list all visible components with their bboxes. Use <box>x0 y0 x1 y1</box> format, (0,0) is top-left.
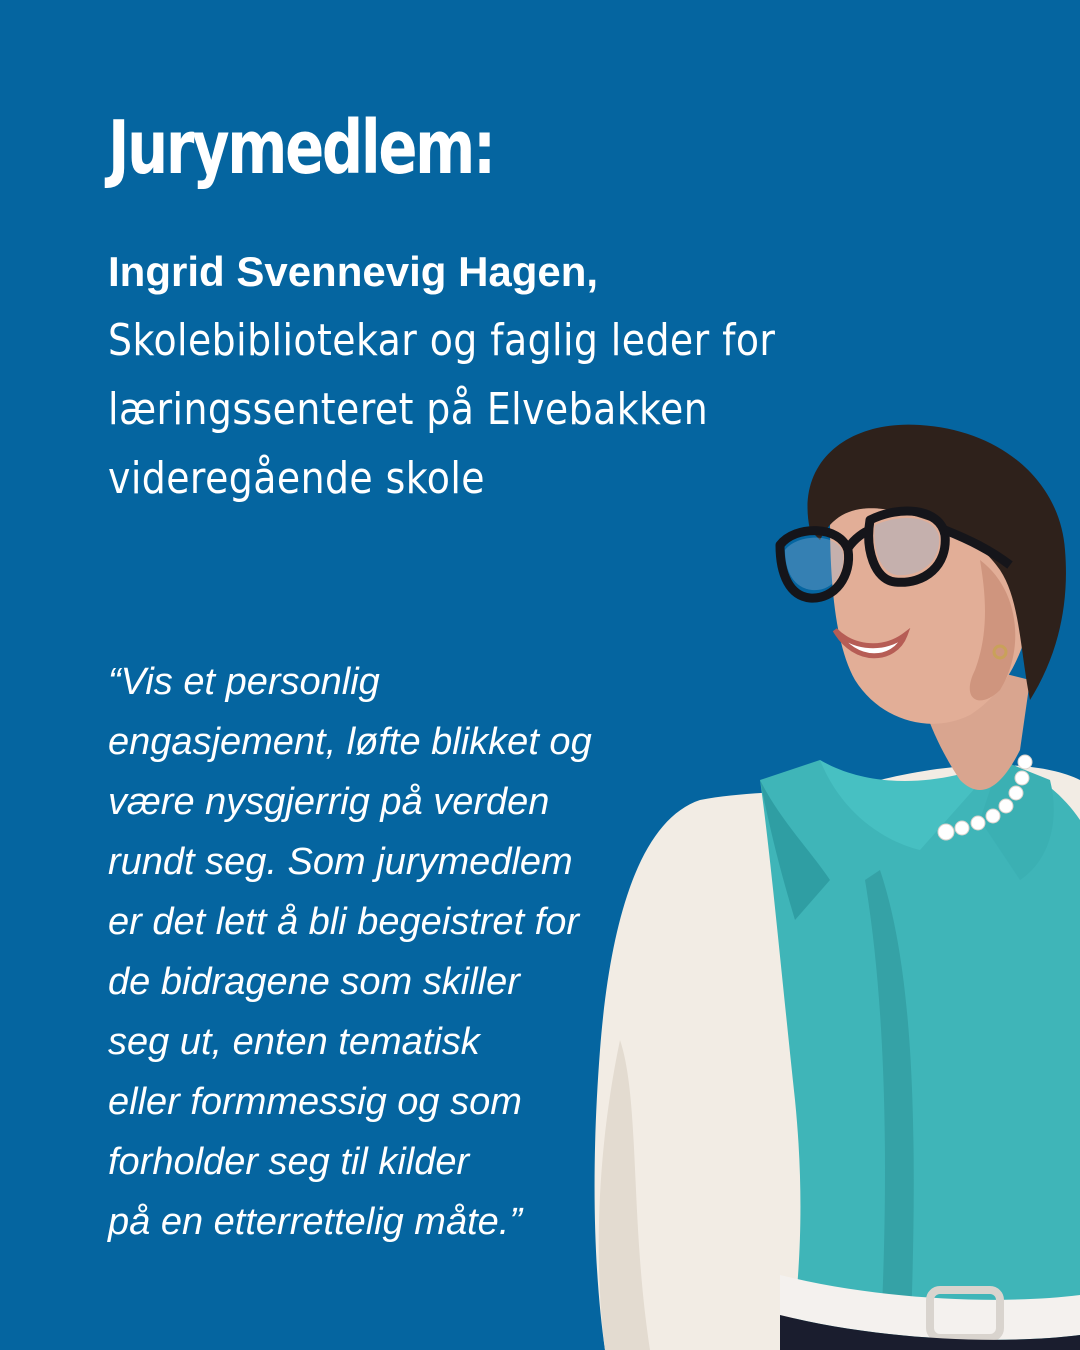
quote-line: rundt seg. Som jurymedlem <box>108 841 573 883</box>
juror-name: Ingrid Svennevig Hagen, <box>108 248 599 295</box>
juror-portrait-photo <box>580 400 1080 1350</box>
quote-line: være nysgjerrig på verden <box>108 781 550 823</box>
quote-line: de bidragene som skiller <box>108 961 520 1003</box>
quote-line: seg ut, enten tematisk <box>108 1021 480 1063</box>
quote-line: forholder seg til kilder <box>108 1141 470 1183</box>
quote-line: på en etterrettelig måte.” <box>108 1201 522 1243</box>
juror-role-line: Skolebibliotekar og faglig leder for <box>108 315 776 366</box>
quote-line: “Vis et personlig <box>108 661 380 703</box>
quote-line: eller formmessig og som <box>108 1081 522 1123</box>
juror-role-line: videregående skole <box>108 453 485 504</box>
quote-line: er det lett å bli begeistret for <box>108 901 580 943</box>
quote <box>108 652 592 1252</box>
page-title: Jurymedlem: <box>108 105 494 191</box>
quote-line: engasjement, løfte blikket og <box>108 721 592 763</box>
juror-role-line: læringssenteret på Elvebakken <box>108 384 709 435</box>
